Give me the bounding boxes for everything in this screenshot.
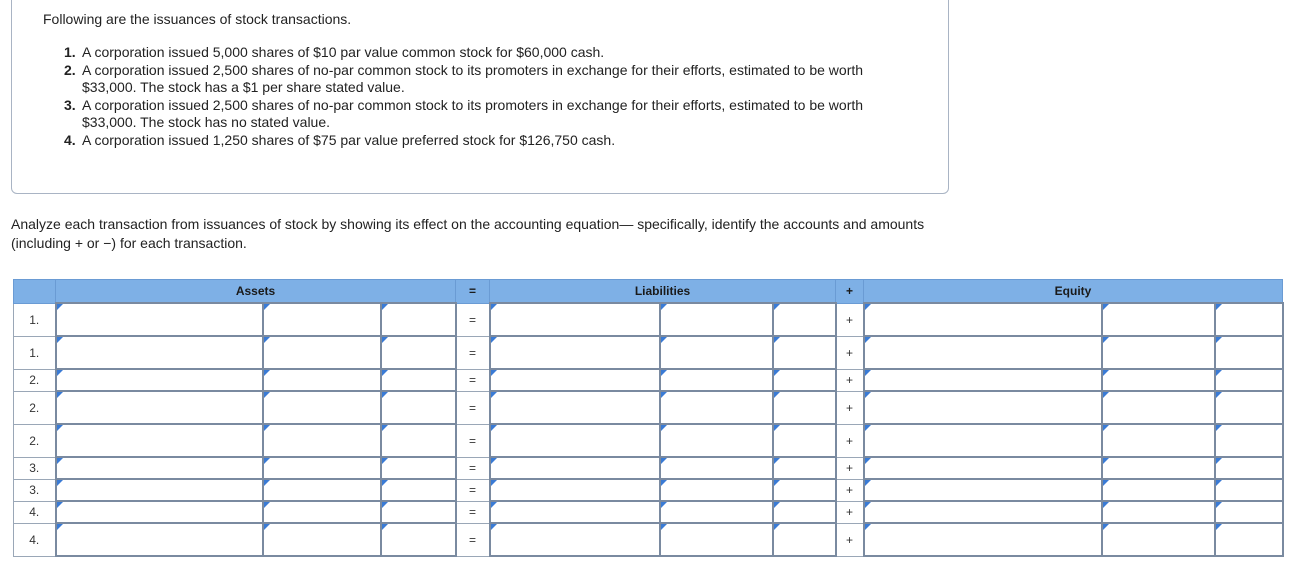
equity-account-cell-input[interactable] [865, 344, 1101, 361]
equity-amount-cell-input[interactable] [1103, 482, 1214, 499]
liabilities-account-cell-input[interactable] [491, 504, 659, 521]
assets-extra-cell-input[interactable] [382, 504, 455, 521]
assets-extra-cell-input[interactable] [382, 344, 455, 361]
liabilities-extra-cell-input[interactable] [774, 531, 835, 548]
assets-header: Assets [56, 280, 456, 304]
assets-extra-cell-input[interactable] [382, 399, 455, 416]
accounting-equation-table [13, 279, 1284, 557]
assets-amount-cell[interactable] [263, 303, 381, 336]
assets-account-cell-input[interactable] [57, 531, 262, 548]
assets-account-cell[interactable] [56, 501, 263, 523]
table-row [14, 391, 1283, 424]
equity-extra-cell[interactable] [1215, 523, 1283, 556]
equity-header: Equity [864, 280, 1283, 304]
transaction-number: 3. [64, 96, 76, 113]
liabilities-amount-cell[interactable] [660, 369, 773, 391]
assets-extra-cell[interactable] [381, 369, 456, 391]
equity-account-cell-input[interactable] [865, 531, 1101, 548]
liabilities-account-cell-input[interactable] [491, 531, 659, 548]
liabilities-amount-cell-input[interactable] [661, 344, 772, 361]
assets-account-cell-input[interactable] [57, 504, 262, 521]
equals-sign: = [456, 424, 490, 457]
assets-extra-cell[interactable] [381, 501, 456, 523]
equity-account-cell[interactable] [864, 523, 1102, 556]
liabilities-extra-cell-input[interactable] [774, 344, 835, 361]
liabilities-extra-cell-input[interactable] [774, 504, 835, 521]
liabilities-extra-cell[interactable] [773, 501, 836, 523]
transaction-item [64, 132, 904, 150]
equity-extra-cell[interactable] [1215, 457, 1283, 479]
equity-extra-cell[interactable] [1215, 501, 1283, 523]
assets-account-cell[interactable] [56, 457, 263, 479]
plus-sign: + [836, 303, 864, 336]
liabilities-account-cell-input[interactable] [491, 372, 659, 389]
plus-sign: + [836, 501, 864, 523]
equity-account-cell[interactable] [864, 336, 1102, 369]
transaction-text: A corporation issued 2,500 shares of no-par common stock to its promoters in exchange for their efforts, estimated to be worth $33,000. The stock has a $1 per share stated value. [82, 61, 864, 95]
liabilities-amount-cell-input[interactable] [661, 531, 772, 548]
equity-amount-cell[interactable] [1102, 369, 1215, 391]
liabilities-account-cell-input[interactable] [491, 311, 659, 328]
equity-extra-cell-input[interactable] [1216, 460, 1282, 477]
equity-account-cell-input[interactable] [865, 372, 1101, 389]
equity-extra-cell-input[interactable] [1216, 344, 1282, 361]
assets-amount-cell[interactable] [263, 336, 381, 369]
equity-amount-cell[interactable] [1102, 501, 1215, 523]
liabilities-extra-cell[interactable] [773, 523, 836, 556]
row-label: 1. [14, 336, 56, 369]
assets-account-cell-input[interactable] [57, 399, 262, 416]
plus-header: + [836, 280, 864, 304]
assets-extra-cell-input[interactable] [382, 432, 455, 449]
liabilities-amount-cell-input[interactable] [661, 460, 772, 477]
equity-amount-cell[interactable] [1102, 523, 1215, 556]
liabilities-account-cell-input[interactable] [491, 482, 659, 499]
transaction-item [64, 44, 904, 62]
row-label: 2. [14, 391, 56, 424]
assets-account-cell[interactable] [56, 424, 263, 457]
row-label: 3. [14, 457, 56, 479]
assets-account-cell-input[interactable] [57, 344, 262, 361]
liabilities-amount-cell[interactable] [660, 391, 773, 424]
assets-extra-cell-input[interactable] [382, 482, 455, 499]
equity-extra-cell-input[interactable] [1216, 432, 1282, 449]
assets-account-cell-input[interactable] [57, 460, 262, 477]
equity-extra-cell-input[interactable] [1216, 531, 1282, 548]
equity-amount-cell-input[interactable] [1103, 399, 1214, 416]
plus-sign: + [836, 369, 864, 391]
liabilities-extra-cell-input[interactable] [774, 372, 835, 389]
assets-extra-cell[interactable] [381, 457, 456, 479]
plus-sign: + [836, 424, 864, 457]
assets-amount-cell[interactable] [263, 457, 381, 479]
equity-amount-cell[interactable] [1102, 424, 1215, 457]
row-label: 1. [14, 303, 56, 336]
row-label: 2. [14, 424, 56, 457]
assets-amount-cell-input[interactable] [264, 482, 380, 499]
equals-sign: = [456, 501, 490, 523]
equity-amount-cell-input[interactable] [1103, 531, 1214, 548]
equity-amount-cell-input[interactable] [1103, 432, 1214, 449]
equity-extra-cell[interactable] [1215, 479, 1283, 501]
table-header-row [14, 280, 1283, 304]
liabilities-extra-cell[interactable] [773, 391, 836, 424]
plus-sign: + [836, 457, 864, 479]
equity-account-cell-input[interactable] [865, 460, 1101, 477]
liabilities-amount-cell-input[interactable] [661, 504, 772, 521]
liabilities-amount-cell[interactable] [660, 479, 773, 501]
liabilities-extra-cell-input[interactable] [774, 482, 835, 499]
table-row [14, 336, 1283, 369]
liabilities-account-cell-input[interactable] [491, 432, 659, 449]
liabilities-account-cell-input[interactable] [491, 399, 659, 416]
liabilities-amount-cell[interactable] [660, 303, 773, 336]
assets-account-cell[interactable] [56, 391, 263, 424]
assets-amount-cell[interactable] [263, 391, 381, 424]
equity-amount-cell[interactable] [1102, 457, 1215, 479]
liabilities-extra-cell[interactable] [773, 369, 836, 391]
assets-account-cell-input[interactable] [57, 432, 262, 449]
problem-intro: Following are the issuances of stock transactions. [43, 11, 352, 27]
equity-amount-cell[interactable] [1102, 303, 1215, 336]
assets-extra-cell[interactable] [381, 479, 456, 501]
equals-sign: = [456, 479, 490, 501]
equity-amount-cell[interactable] [1102, 479, 1215, 501]
row-number-header [14, 280, 56, 304]
transaction-number: 2. [64, 61, 76, 78]
liabilities-extra-cell-input[interactable] [774, 460, 835, 477]
liabilities-amount-cell-input[interactable] [661, 482, 772, 499]
liabilities-amount-cell-input[interactable] [661, 399, 772, 416]
equity-extra-cell[interactable] [1215, 303, 1283, 336]
table-row [14, 457, 1283, 479]
assets-amount-cell-input[interactable] [264, 344, 380, 361]
equity-account-cell[interactable] [864, 424, 1102, 457]
equity-account-cell[interactable] [864, 479, 1102, 501]
equity-extra-cell-input[interactable] [1216, 399, 1282, 416]
assets-extra-cell[interactable] [381, 523, 456, 556]
assets-account-cell[interactable] [56, 369, 263, 391]
liabilities-extra-cell-input[interactable] [774, 311, 835, 328]
equity-amount-cell-input[interactable] [1103, 372, 1214, 389]
liabilities-account-cell[interactable] [490, 336, 660, 369]
liabilities-extra-cell[interactable] [773, 457, 836, 479]
equity-extra-cell-input[interactable] [1216, 482, 1282, 499]
liabilities-account-cell-input[interactable] [491, 460, 659, 477]
liabilities-amount-cell[interactable] [660, 523, 773, 556]
assets-amount-cell-input[interactable] [264, 504, 380, 521]
equity-account-cell-input[interactable] [865, 399, 1101, 416]
assets-amount-cell-input[interactable] [264, 432, 380, 449]
equity-account-cell-input[interactable] [865, 311, 1101, 328]
liabilities-account-cell[interactable] [490, 391, 660, 424]
liabilities-account-cell[interactable] [490, 424, 660, 457]
transaction-text: A corporation issued 1,250 shares of $75 par value preferred stock for $126,750 cash. [82, 131, 616, 148]
assets-account-cell[interactable] [56, 523, 263, 556]
liabilities-account-cell[interactable] [490, 457, 660, 479]
row-label: 3. [14, 479, 56, 501]
row-label: 4. [14, 523, 56, 556]
assets-account-cell[interactable] [56, 303, 263, 336]
assets-account-cell-input[interactable] [57, 482, 262, 499]
equals-header: = [456, 280, 490, 304]
equity-extra-cell[interactable] [1215, 336, 1283, 369]
table-row [14, 501, 1283, 523]
assets-amount-cell-input[interactable] [264, 531, 380, 548]
equity-account-cell[interactable] [864, 501, 1102, 523]
liabilities-extra-cell[interactable] [773, 303, 836, 336]
equity-extra-cell-input[interactable] [1216, 504, 1282, 521]
liabilities-account-cell[interactable] [490, 303, 660, 336]
assets-amount-cell-input[interactable] [264, 311, 380, 328]
liabilities-extra-cell[interactable] [773, 479, 836, 501]
liabilities-amount-cell-input[interactable] [661, 432, 772, 449]
assets-extra-cell[interactable] [381, 303, 456, 336]
table-row [14, 369, 1283, 391]
table-row [14, 303, 1283, 336]
assets-account-cell-input[interactable] [57, 372, 262, 389]
liabilities-amount-cell[interactable] [660, 501, 773, 523]
equity-account-cell[interactable] [864, 303, 1102, 336]
assets-extra-cell[interactable] [381, 424, 456, 457]
equity-account-cell-input[interactable] [865, 504, 1101, 521]
assets-amount-cell[interactable] [263, 424, 381, 457]
equals-sign: = [456, 523, 490, 556]
assets-extra-cell-input[interactable] [382, 531, 455, 548]
assets-amount-cell-input[interactable] [264, 372, 380, 389]
equals-sign: = [456, 391, 490, 424]
liabilities-extra-cell-input[interactable] [774, 432, 835, 449]
transaction-text: A corporation issued 5,000 shares of $10 par value common stock for $60,000 cash. [82, 44, 605, 60]
equals-sign: = [456, 336, 490, 369]
assets-amount-cell[interactable] [263, 523, 381, 556]
liabilities-extra-cell-input[interactable] [774, 399, 835, 416]
plus-sign: + [836, 479, 864, 501]
assets-amount-cell-input[interactable] [264, 460, 380, 477]
equity-extra-cell-input[interactable] [1216, 372, 1282, 389]
liabilities-account-cell-input[interactable] [491, 344, 659, 361]
liabilities-amount-cell-input[interactable] [661, 311, 772, 328]
table-row [14, 479, 1283, 501]
assets-amount-cell-input[interactable] [264, 399, 380, 416]
transaction-text: A corporation issued 2,500 shares of no-par common stock to its promoters in exchange for their efforts, estimated to be worth $33,000. The stock has no stated value. [82, 96, 864, 130]
plus-sign: + [836, 523, 864, 556]
table-row [14, 424, 1283, 457]
equity-account-cell[interactable] [864, 369, 1102, 391]
equity-extra-cell[interactable] [1215, 424, 1283, 457]
assets-extra-cell[interactable] [381, 336, 456, 369]
equity-amount-cell-input[interactable] [1103, 311, 1214, 328]
equity-extra-cell-input[interactable] [1216, 311, 1282, 328]
liabilities-account-cell[interactable] [490, 523, 660, 556]
assets-account-cell-input[interactable] [57, 311, 262, 328]
equity-account-cell-input[interactable] [865, 432, 1101, 449]
liabilities-amount-cell-input[interactable] [661, 372, 772, 389]
liabilities-extra-cell[interactable] [773, 424, 836, 457]
equity-extra-cell[interactable] [1215, 391, 1283, 424]
transaction-list [64, 44, 904, 149]
equity-account-cell-input[interactable] [865, 482, 1101, 499]
assets-extra-cell-input[interactable] [382, 372, 455, 389]
row-label: 2. [14, 369, 56, 391]
assets-amount-cell[interactable] [263, 501, 381, 523]
equity-amount-cell-input[interactable] [1103, 504, 1214, 521]
equals-sign: = [456, 457, 490, 479]
table-row [14, 523, 1283, 556]
assets-account-cell[interactable] [56, 336, 263, 369]
liabilities-account-cell[interactable] [490, 479, 660, 501]
assets-extra-cell-input[interactable] [382, 311, 455, 328]
liabilities-amount-cell[interactable] [660, 457, 773, 479]
instructions-text: Analyze each transaction from issuances of stock by showing its effect on the accounting equation— specifically, identify the accounts and amounts (including + or −) for each transaction. [11, 216, 925, 251]
equity-amount-cell-input[interactable] [1103, 344, 1214, 361]
transaction-number: 4. [64, 131, 76, 148]
equity-account-cell[interactable] [864, 391, 1102, 424]
equity-amount-cell[interactable] [1102, 336, 1215, 369]
assets-amount-cell[interactable] [263, 369, 381, 391]
equity-extra-cell[interactable] [1215, 369, 1283, 391]
transaction-item [64, 97, 904, 132]
table-body [14, 303, 1283, 556]
plus-sign: + [836, 336, 864, 369]
liabilities-amount-cell[interactable] [660, 424, 773, 457]
equity-amount-cell[interactable] [1102, 391, 1215, 424]
liabilities-header: Liabilities [490, 280, 836, 304]
equals-sign: = [456, 303, 490, 336]
equity-account-cell[interactable] [864, 457, 1102, 479]
transaction-item [64, 62, 904, 97]
row-label: 4. [14, 501, 56, 523]
assets-amount-cell[interactable] [263, 479, 381, 501]
liabilities-account-cell[interactable] [490, 501, 660, 523]
assets-extra-cell[interactable] [381, 391, 456, 424]
assets-extra-cell-input[interactable] [382, 460, 455, 477]
transaction-number: 1. [64, 44, 76, 60]
plus-sign: + [836, 391, 864, 424]
equals-sign: = [456, 369, 490, 391]
equity-amount-cell-input[interactable] [1103, 460, 1214, 477]
liabilities-account-cell[interactable] [490, 369, 660, 391]
liabilities-extra-cell[interactable] [773, 336, 836, 369]
liabilities-amount-cell[interactable] [660, 336, 773, 369]
assets-account-cell[interactable] [56, 479, 263, 501]
